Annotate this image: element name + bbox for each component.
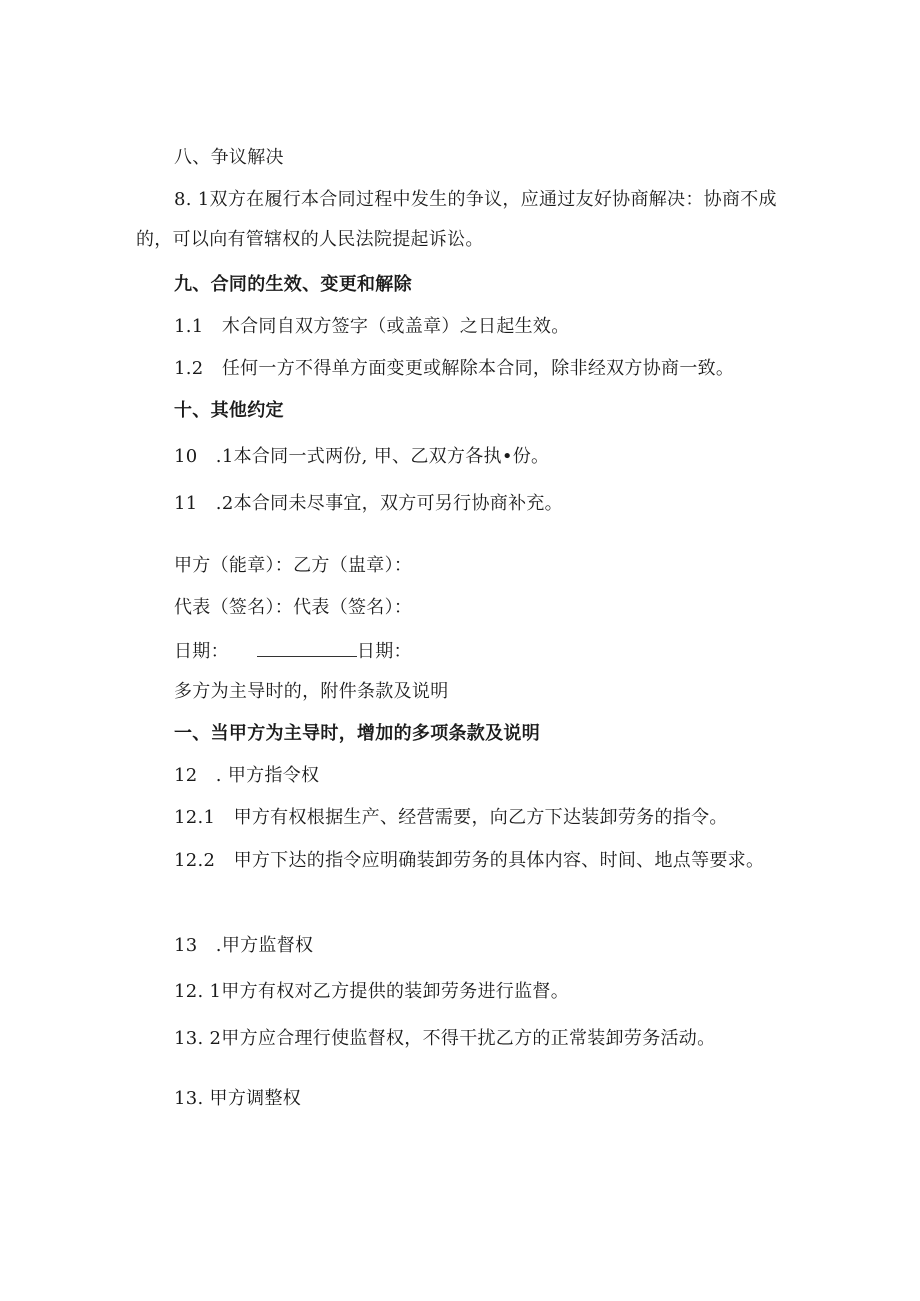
date-blank xyxy=(257,638,357,657)
date-label-b: 日期： xyxy=(356,641,412,662)
clause-9-2: 1.2 任何一方不得单方面变更或解除本合同，除非经双方协商一致。 xyxy=(174,358,735,379)
section-9-heading: 九、合同的生效、变更和解除 xyxy=(174,274,412,295)
clause-13-adjust-heading: 13. 甲方调整权 xyxy=(174,1088,302,1109)
clause-12-2: 12.2 甲方下达的指令应明确装卸劳务的具体内容、时间、地点等要求。 xyxy=(174,850,765,871)
clause-12-1: 12.1 甲方有权根据生产、经营需要，向乙方下达装卸劳务的指令。 xyxy=(174,807,728,828)
section-10-heading: 十、其他约定 xyxy=(174,400,284,421)
clause-13-2: 13. 2甲方应合理行使监督权，不得干扰乙方的正常装卸劳务活动。 xyxy=(174,1028,716,1049)
clause-13-heading: 13 .甲方监督权 xyxy=(174,935,314,956)
clause-10-1: 10 .1本合同一式两份, 甲、乙双方各执•份。 xyxy=(174,446,550,467)
annex-heading: 一、当甲方为主导时，增加的多项条款及说明 xyxy=(174,723,540,744)
annex-title: 多方为主导时的，附件条款及说明 xyxy=(174,681,449,702)
clause-8-1: 8. 1双方在履行本合同过程中发生的争议，应通过友好协商解决：协商不成的，可以向有管辖权的人民法院提起诉讼。 xyxy=(136,189,777,250)
clause-10-2: 11 .2本合同未尽事宜，双方可另行协商补充。 xyxy=(174,493,563,514)
clause-13-1: 12. 1甲方有权对乙方提供的装卸劳务进行监督。 xyxy=(174,981,569,1002)
section-8-heading: 八、争议解决 xyxy=(174,147,284,168)
clause-9-1: 1.1 木合同自双方签字（或盖章）之日起生效。 xyxy=(174,316,570,337)
signature-party-line: 甲方（能章）：乙方（盅章）： xyxy=(174,555,413,576)
signature-date-line xyxy=(174,638,784,664)
clause-12-heading: 12 . 甲方指令权 xyxy=(174,765,320,786)
date-label-a: 日期： xyxy=(174,641,229,662)
signature-representative-line: 代表（签名）：代表（签名）： xyxy=(174,597,413,618)
